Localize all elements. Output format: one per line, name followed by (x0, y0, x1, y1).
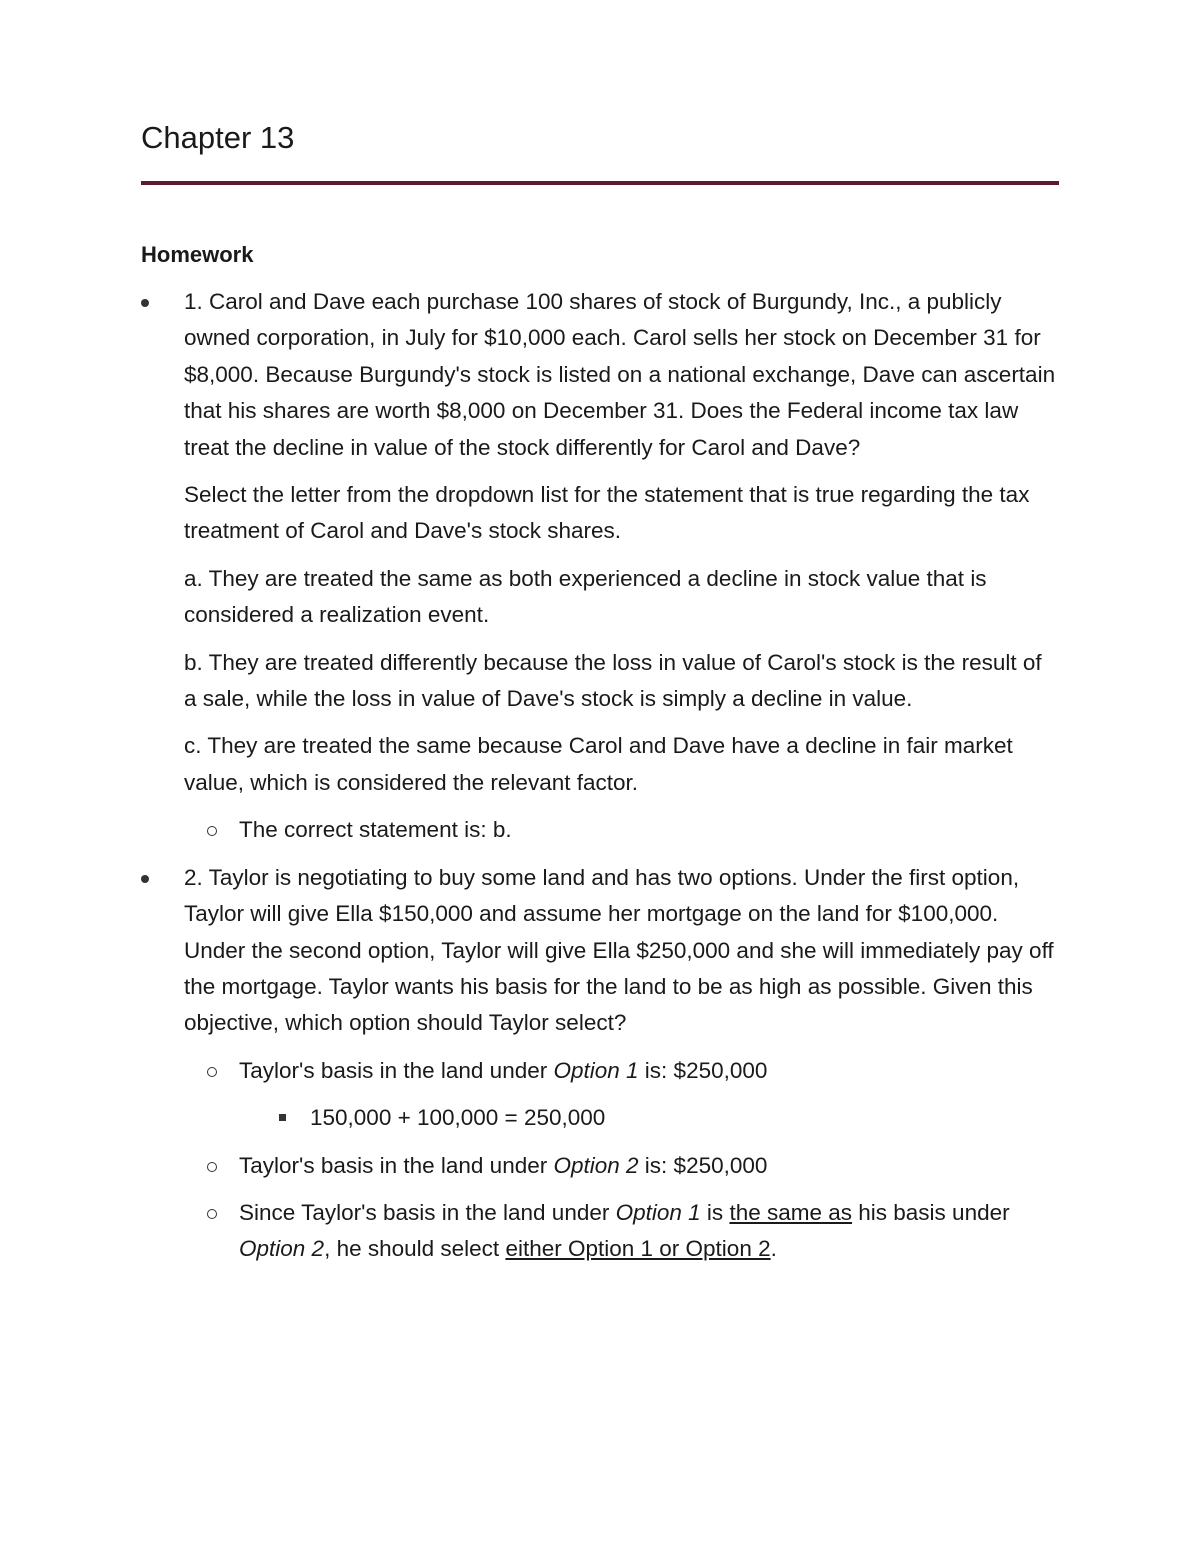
bullet-icon (141, 299, 149, 307)
question-1-instruction: Select the letter from the dropdown list for the statement that is true regarding the tax treatment of Carol and Dave's stock shares. (184, 482, 1030, 544)
chapter-title: Chapter 13 (141, 120, 295, 155)
concl-part5: . (770, 1236, 777, 1262)
calc-text: 150,000 + 100,000 = 250,000 (310, 1105, 606, 1131)
bullet-icon (141, 875, 149, 883)
basis2-prefix: Taylor's basis in the land under (239, 1152, 554, 1178)
square-bullet-icon (279, 1114, 286, 1121)
question-1-text: 1. Carol and Dave each purchase 100 shares of stock of Burgundy, Inc., a publicly owned corporation, in July for $10,000 each. Carol sells her stock on December 31 for $8,000. Because Burgundy's stock is listed on a national exchange, Dave can ascertain that his shares are worth $8,000 on December 31. Does the Federal income tax law treat the decline in value of the stock differently for Carol and Dave? (184, 289, 1056, 460)
question-2-text: 2. Taylor is negotiating to buy some land and has two options. Under the first option, Taylor will give Ella $150,000 and assume her mortgage on the land for $100,000. Under the second option, Taylor will give Ella $250,000 and she will immediately pay off the mortgage. Taylor wants his basis for the land to be as high as possible. Given this objective, which option should Taylor select? (184, 864, 1054, 1036)
question-1-option-b: b. They are treated differently because the loss in value of Carol's stock is the result of a sale, while the loss in value of Dave's stock is simply a decline in value. (184, 649, 1042, 712)
question-2 (141, 860, 1059, 1042)
basis1-prefix: Taylor's basis in the land under (239, 1057, 554, 1083)
basis-option-1 (141, 1053, 1059, 1089)
concl-same-as: the same as (729, 1199, 853, 1225)
concl-part3: his basis under (852, 1199, 1010, 1225)
basis1-suffix: is: $250,000 (638, 1057, 768, 1083)
conclusion (141, 1195, 1059, 1268)
concl-part2: is (700, 1199, 730, 1225)
section-heading: Homework (141, 242, 254, 267)
title-divider (141, 181, 1059, 185)
circle-bullet-icon (207, 826, 217, 836)
basis2-suffix: is: $250,000 (638, 1152, 768, 1178)
basis-option-2 (141, 1148, 1059, 1184)
circle-bullet-icon (207, 1067, 217, 1077)
basis1-option: Option 1 (553, 1057, 639, 1083)
basis-calculation (141, 1100, 1059, 1136)
circle-bullet-icon (207, 1209, 217, 1219)
basis2-option: Option 2 (553, 1152, 639, 1178)
concl-part4: , he should select (324, 1236, 506, 1262)
question-1 (141, 284, 1059, 801)
answer-text: The correct statement is: b. (239, 817, 512, 843)
concl-either-option: either Option 1 or Option 2 (505, 1236, 771, 1262)
question-1-option-a: a. They are treated the same as both experienced a decline in stock value that is considered a realization event. (184, 565, 987, 628)
concl-part1: Since Taylor's basis in the land under (239, 1199, 616, 1225)
homework-content (141, 284, 1059, 1279)
concl-opt2: Option 2 (239, 1236, 325, 1262)
question-1-answer (141, 812, 1059, 848)
circle-bullet-icon (207, 1162, 217, 1172)
concl-opt1: Option 1 (615, 1199, 701, 1225)
question-1-option-c: c. They are treated the same because Carol and Dave have a decline in fair market value, which is considered the relevant factor. (184, 733, 1013, 795)
